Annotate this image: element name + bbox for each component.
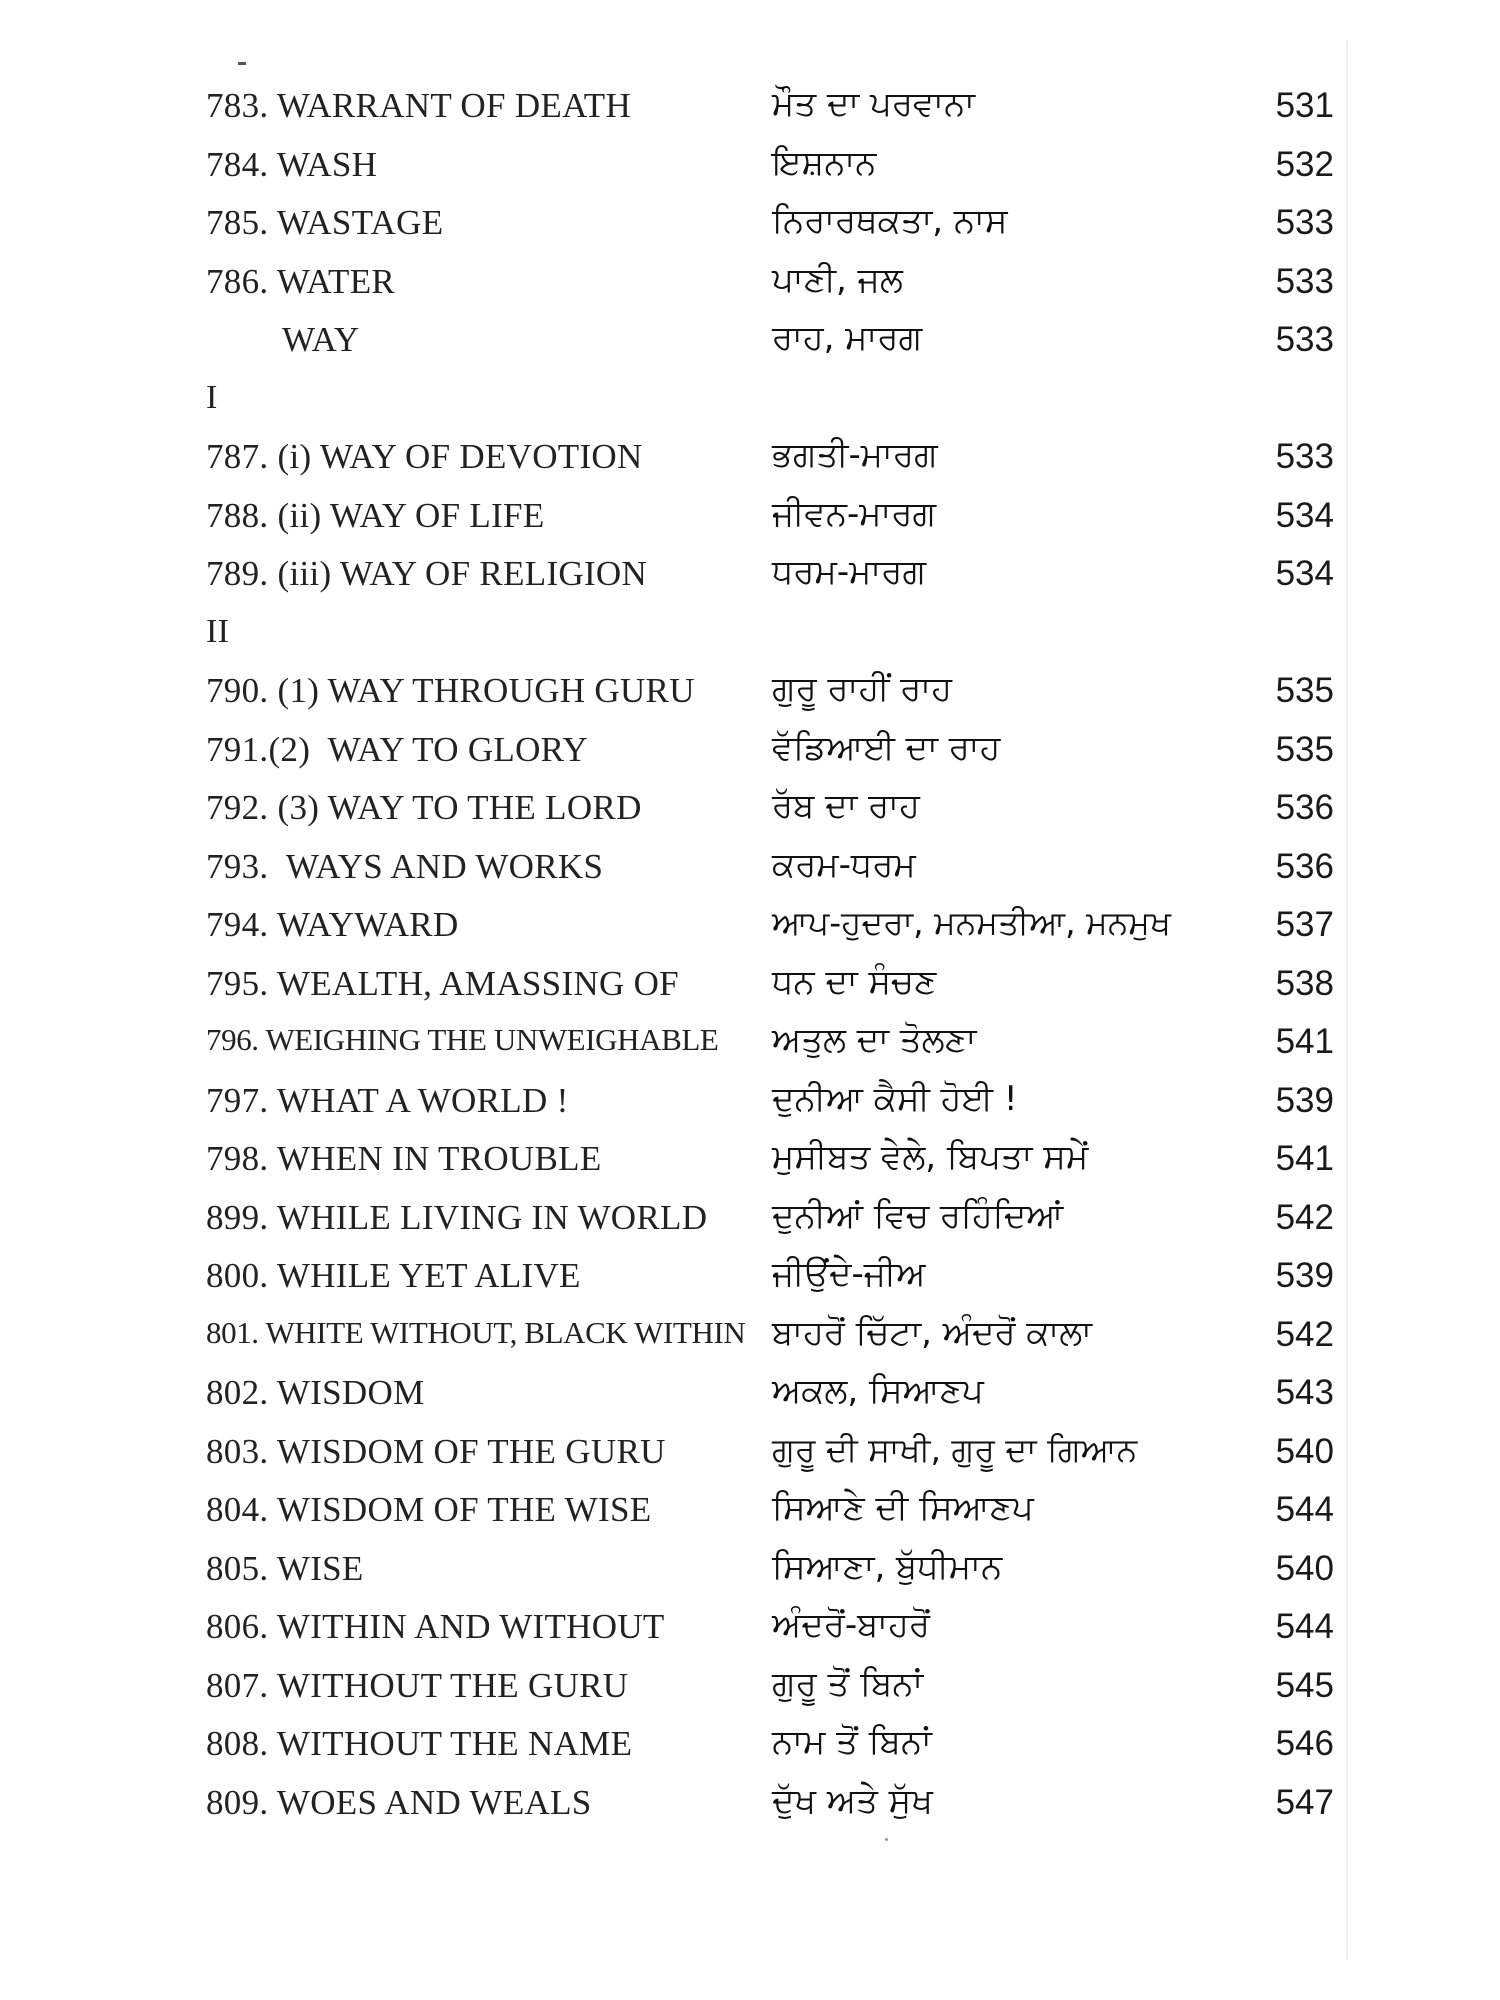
entry-english: 793. WAYS AND WORKS xyxy=(206,846,604,886)
entry-page-number: 539 xyxy=(1275,1256,1334,1295)
entry-punjabi: ਅੰਦਰੋਂ-ਬਾਹਰੋਂ xyxy=(772,1605,930,1645)
entry-punjabi: ਜੀਉਂਦੇ-ਜੀਅ xyxy=(772,1254,926,1294)
entry-english: 795. WEALTH, AMASSING OF xyxy=(206,963,679,1003)
index-entry xyxy=(206,1073,1346,1132)
entry-english: 797. WHAT A WORLD ! xyxy=(206,1080,569,1120)
index-entry xyxy=(206,312,1346,371)
entry-english: 802. WISDOM xyxy=(206,1373,425,1412)
entry-english: 783. WARRANT OF DEATH xyxy=(206,86,632,125)
entry-page-number: 533 xyxy=(1275,203,1334,242)
entry-punjabi: ਸਿਆਣਾ, ਬੁੱਧੀਮਾਨ xyxy=(772,1546,1003,1587)
entry-page-number: 546 xyxy=(1275,1724,1334,1763)
index-entry xyxy=(206,1716,1346,1775)
entry-punjabi: ਪਾਣੀ, ਜਲ xyxy=(772,259,903,300)
entry-page-number: 533 xyxy=(1275,261,1334,301)
entry-english: 800. WHILE YET ALIVE xyxy=(206,1256,581,1295)
entry-page-number: 544 xyxy=(1275,1607,1334,1646)
entry-punjabi: ਨਿਰਾਰਥਕਤਾ, ਨਾਸ xyxy=(772,201,1008,241)
entry-page-number: 540 xyxy=(1275,1431,1334,1471)
entry-english: 784. WASH xyxy=(206,144,378,184)
index-entry xyxy=(206,780,1346,839)
entry-english: 806. WITHIN AND WITHOUT xyxy=(206,1607,665,1646)
entry-english: 789. (iii) WAY OF RELIGION xyxy=(206,554,648,593)
entry-english: 785. WASTAGE xyxy=(206,203,444,242)
entry-page-number: 541 xyxy=(1275,1139,1334,1178)
entry-punjabi: ਬਾਹਰੋਂ ਚਿੱਟਾ, ਅੰਦਰੋਂ ਕਾਲਾ xyxy=(772,1312,1092,1353)
entry-english: 796. WEIGHING THE UNWEIGHABLE xyxy=(206,1022,719,1057)
index-entry xyxy=(206,1599,1346,1658)
index-entry xyxy=(206,722,1346,781)
index-entry xyxy=(206,1014,1346,1073)
entry-english: 787. (i) WAY OF DEVOTION xyxy=(206,437,643,476)
index-entry xyxy=(206,1307,1346,1366)
entry-english: 791.(2) WAY TO GLORY xyxy=(206,729,588,769)
entry-english: 794. WAYWARD xyxy=(206,905,459,944)
entry-punjabi: ਅਕਲ, ਸਿਆਣਪ xyxy=(772,1371,984,1411)
index-entry xyxy=(206,897,1346,956)
index-entry xyxy=(206,254,1346,313)
entry-page-number: 531 xyxy=(1275,86,1334,125)
entry-punjabi: ਜੀਵਨ-ਮਾਰਗ xyxy=(772,493,937,534)
entry-page-number: 545 xyxy=(1275,1665,1334,1705)
index-entry xyxy=(206,1190,1346,1249)
entry-punjabi: ਸਿਆਣੇ ਦੀ ਸਿਆਣਪ xyxy=(772,1488,1034,1528)
entry-page-number: 533 xyxy=(1275,320,1334,359)
entry-english: 807. WITHOUT THE GURU xyxy=(206,1665,629,1705)
entry-page-number: 544 xyxy=(1275,1490,1334,1529)
entry-punjabi: ਨਾਮ ਤੋਂ ਬਿਨਾਂ xyxy=(772,1722,932,1762)
index-entry xyxy=(206,1658,1346,1717)
entry-page-number: 542 xyxy=(1275,1314,1334,1354)
entry-page-number: 542 xyxy=(1275,1197,1334,1237)
entry-punjabi: ਵੱਡਿਆਈ ਦਾ ਰਾਹ xyxy=(772,727,1001,768)
entry-punjabi: ਗੁਰੂ ਰਾਹੀਂ ਰਾਹ xyxy=(772,669,952,709)
index-entry xyxy=(206,488,1346,547)
index-entry xyxy=(206,1248,1346,1307)
print-mark xyxy=(238,62,246,65)
index-entry xyxy=(206,663,1346,722)
entry-english: 790. (1) WAY THROUGH GURU xyxy=(206,671,695,710)
entry-punjabi: ਗੁਰੂ ਤੋਂ ਬਿਨਾਂ xyxy=(772,1663,924,1704)
entry-english: 899. WHILE LIVING IN WORLD xyxy=(206,1197,708,1237)
entry-english: 808. WITHOUT THE NAME xyxy=(206,1724,633,1763)
entry-punjabi: ਭਗਤੀ-ਮਾਰਗ xyxy=(772,435,938,475)
entry-punjabi: ਦੁਨੀਆ ਕੈਸੀ ਹੋਈ ! xyxy=(772,1078,1018,1119)
entry-punjabi: ਕਰਮ-ਧਰਮ xyxy=(772,844,916,885)
entry-punjabi: ਗੁਰੂ ਦੀ ਸਾਖੀ, ਗੁਰੂ ਦਾ ਗਿਆਨ xyxy=(772,1429,1138,1469)
entry-page-number: 539 xyxy=(1275,1080,1334,1120)
entry-punjabi: ਆਪ-ਹੁਦਰਾ, ਮਨਮਤੀਆ, ਮਨਮੁਖ xyxy=(772,903,1172,942)
entry-page-number: 534 xyxy=(1275,495,1334,535)
entry-english: 788. (ii) WAY OF LIFE xyxy=(206,495,545,535)
entry-page-number: 540 xyxy=(1275,1548,1334,1588)
entry-page-number: 533 xyxy=(1275,437,1334,476)
entry-page-number: 534 xyxy=(1275,554,1334,593)
entry-punjabi: ਅਤੁਲ ਦਾ ਤੋਲਣਾ xyxy=(772,1020,977,1060)
entry-english: WAY xyxy=(282,320,360,359)
entry-english: 809. WOES AND WEALS xyxy=(206,1782,592,1822)
section-heading xyxy=(206,371,1346,430)
index-entry xyxy=(206,78,1346,137)
entry-punjabi: ਰਾਹ, ਮਾਰਗ xyxy=(772,318,923,358)
entry-english: 798. WHEN IN TROUBLE xyxy=(206,1139,602,1178)
entry-punjabi: ਧਰਮ-ਮਾਰਗ xyxy=(772,552,926,592)
index-entry xyxy=(206,839,1346,898)
index-entry xyxy=(206,1775,1346,1834)
entry-page-number: 536 xyxy=(1275,788,1334,827)
entry-english: 805. WISE xyxy=(206,1548,364,1588)
entry-english: 792. (3) WAY TO THE LORD xyxy=(206,788,642,827)
entry-page-number: 541 xyxy=(1275,1022,1334,1061)
index-entry xyxy=(206,1482,1346,1541)
entry-page-number: 535 xyxy=(1275,729,1334,769)
entry-punjabi: ਦੁੱਖ ਅਤੇ ਸੁੱਖ xyxy=(772,1780,933,1821)
entry-english: 803. WISDOM OF THE GURU xyxy=(206,1431,666,1471)
section-heading xyxy=(206,605,1346,664)
print-speck xyxy=(885,1838,888,1841)
page-edge-shadow xyxy=(1346,40,1348,1960)
index-list xyxy=(206,78,1346,1833)
entry-english: 801. WHITE WITHOUT, BLACK WITHIN xyxy=(206,1314,746,1350)
entry-page-number: 532 xyxy=(1275,144,1334,184)
index-entry xyxy=(206,1131,1346,1190)
entry-page-number: 543 xyxy=(1275,1373,1334,1412)
index-entry xyxy=(206,1424,1346,1483)
section-numeral: I xyxy=(206,378,218,416)
index-entry xyxy=(206,546,1346,605)
index-entry xyxy=(206,1541,1346,1600)
entry-page-number: 535 xyxy=(1275,671,1334,710)
index-entry xyxy=(206,1365,1346,1424)
index-entry xyxy=(206,429,1346,488)
entry-punjabi: ਮੁਸੀਬਤ ਵੇਲੇ, ਬਿਪਤਾ ਸਮੇਂ xyxy=(772,1137,1089,1177)
index-entry xyxy=(206,195,1346,254)
entry-page-number: 537 xyxy=(1275,905,1334,944)
entry-page-number: 536 xyxy=(1275,846,1334,886)
entry-english: 804. WISDOM OF THE WISE xyxy=(206,1490,652,1529)
index-entry xyxy=(206,137,1346,196)
entry-punjabi: ਧਨ ਦਾ ਸੰਚਣ xyxy=(772,961,937,1002)
entry-punjabi: ਇਸ਼ਨਾਨ xyxy=(772,142,877,183)
entry-punjabi: ਦੁਨੀਆਂ ਵਿਚ ਰਹਿੰਦਿਆਂ xyxy=(772,1195,1064,1236)
entry-punjabi: ਰੱਬ ਦਾ ਰਾਹ xyxy=(772,786,920,826)
entry-page-number: 547 xyxy=(1275,1782,1334,1822)
entry-english: 786. WATER xyxy=(206,261,396,301)
entry-punjabi: ਮੌਤ ਦਾ ਪਰਵਾਨਾ xyxy=(772,84,975,124)
entry-page-number: 538 xyxy=(1275,963,1334,1003)
index-entry xyxy=(206,956,1346,1015)
section-numeral: II xyxy=(206,612,230,650)
